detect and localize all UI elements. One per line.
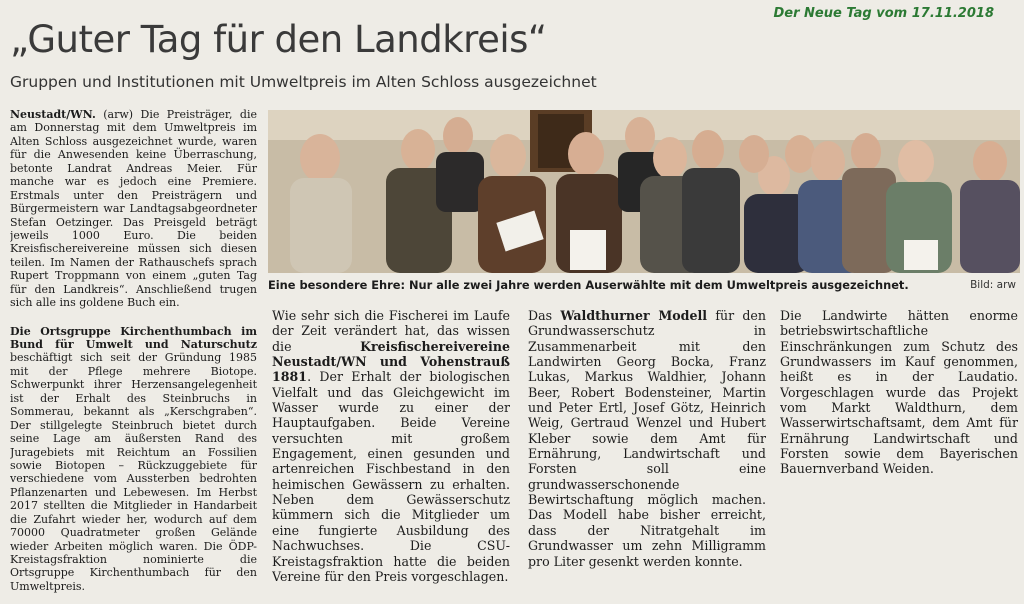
article-column-4 xyxy=(780,308,1018,600)
dateline: Neustadt/WN. xyxy=(10,108,96,121)
org-name-bund: Die Ortsgruppe Kirchenthumbach im Bund für Umwelt und Naturschutz xyxy=(10,324,257,351)
photo-credit: Bild: arw xyxy=(970,279,1016,291)
source-label: Der Neue Tag vom 17.11.2018 xyxy=(773,6,994,21)
paragraph-bund-naturschutz: Die Ortsgruppe Kirchenthumbach im Bund für Umwelt und Naturschutz beschäftigt sich seit der Gründung 1985 mit der Pflege mehrere Biotope. Schwerpunkt ihrer Herzensangelegenheit ist der Erhalt des Steinbruchs in Sommerau, bekannt als „Kerschgraben“. Der stillgelegte Steinbruch bietet durch seine Lage am äußersten Rand des Juragebiets mit Reichtum an Fossilien sowie Biotopen – Rückzuggebiete für verschiedene vom Aussterben bedrohten Pflanzenarten und Lebewesen. Im Herbst 2017 stellten die Mitglieder in Handarbeit die Zufahrt wieder her, wodurch auf dem 70000 Quadratmeter großen Gelände wieder Arbeiten möglich waren. Die ÖDP-Kreistagsfraktion nominierte die Ortsgruppe Kirchenthumbach für den Umweltpreis. xyxy=(10,324,257,593)
paragraph-intro: Neustadt/WN. (arw) Die Preisträger, die am Donnerstag mit dem Umweltpreis im Alten Schloss ausgezeichnet wurde, waren für die Anwesenden keine Überraschung, betonte Landrat Andreas Meier. Für manche war es jedoch eine Premiere. Erstmals unter den Preisträgern und Bürgermeistern war Landtagsabgeordneter Stefan Oetzinger. Das Preisgeld beträgt jeweils 1000 Euro. Die beiden Kreisfischereivereine müssen sich diesen teilen. Im Namen der Rathauschefs sprach Rupert Troppmann von einem „guten Tag für den Landkreis“. Anschließend trugen sich alle ins goldene Buch ein. xyxy=(10,108,257,310)
paragraph-fischerei: Wie sehr sich die Fischerei im Laufe der Zeit verändert hat, das wissen die Kreisfischereivereine Neustadt/WN und Vohenstrauß 1881. Der Erhalt der biologischen Vielfalt und das Gleichgewicht im Wasser wurde zu einer der Hauptaufgaben. Beide Vereine versuchten mit großem Engagement, einen gesunden und artenreichen Fischbestand in den heimischen Gewässern zu erhalten. Neben dem Gewässerschutz kümmern sich die Mitglieder um eine fungierte Ausbildung des Nachwuchses. Die CSU-Kreistagsfraktion hatte die beiden Vereine für den Preis vorgeschlagen. xyxy=(272,308,510,584)
article-column-1 xyxy=(10,108,257,600)
paragraph-waldthurn: Das Waldthurner Modell für den Grundwasserschutz in Zusammenarbeit mit den Landwirten Georg Bocka, Franz Lukas, Markus Waldhier, Johann Beer, Robert Bodensteiner, Martin und Peter Ertl, Josef Götz, Heinrich Weig, Gertraud Wenzel und Hubert Kleber sowie dem Amt für Ernährung, Landwirtschaft und Forsten soll eine grundwasserschonende Bewirtschaftung möglich machen. Das Modell habe bisher erreicht, dass der Nitratgehalt im Grundwasser um zehn Milligramm pro Liter gesenkt werden konnte. xyxy=(528,308,766,569)
headline: „Guter Tag für den Landkreis“ xyxy=(10,18,547,61)
article-column-2 xyxy=(272,308,510,600)
subheadline: Gruppen und Institutionen mit Umweltpreis im Alten Schloss ausgezeichnet xyxy=(10,73,597,91)
article-column-3 xyxy=(528,308,766,600)
group-photo xyxy=(268,110,1020,273)
photo-caption: Eine besondere Ehre: Nur alle zwei Jahre werden Auserwählte mit dem Umweltpreis ausgezeichnet. xyxy=(268,278,909,292)
org-name-fischerei: Kreisfischereivereine Neustadt/WN und Vohenstrauß 1881 xyxy=(272,338,510,385)
paragraph-laudatio: Die Landwirte hätten enorme betriebswirtschaftliche Einschränkungen zum Schutz des Grundwassers im Kauf genommen, heißt es in der Laudatio. Vorgeschlagen wurde das Projekt vom Markt Waldthurn, dem Wasserwirtschaftsamt, dem Amt für Ernährung Landwirtschaft und Forsten sowie dem Bayerischen Bauernverband Weiden. xyxy=(780,308,1018,477)
org-name-waldthurn: Waldthurner Modell xyxy=(560,308,708,323)
